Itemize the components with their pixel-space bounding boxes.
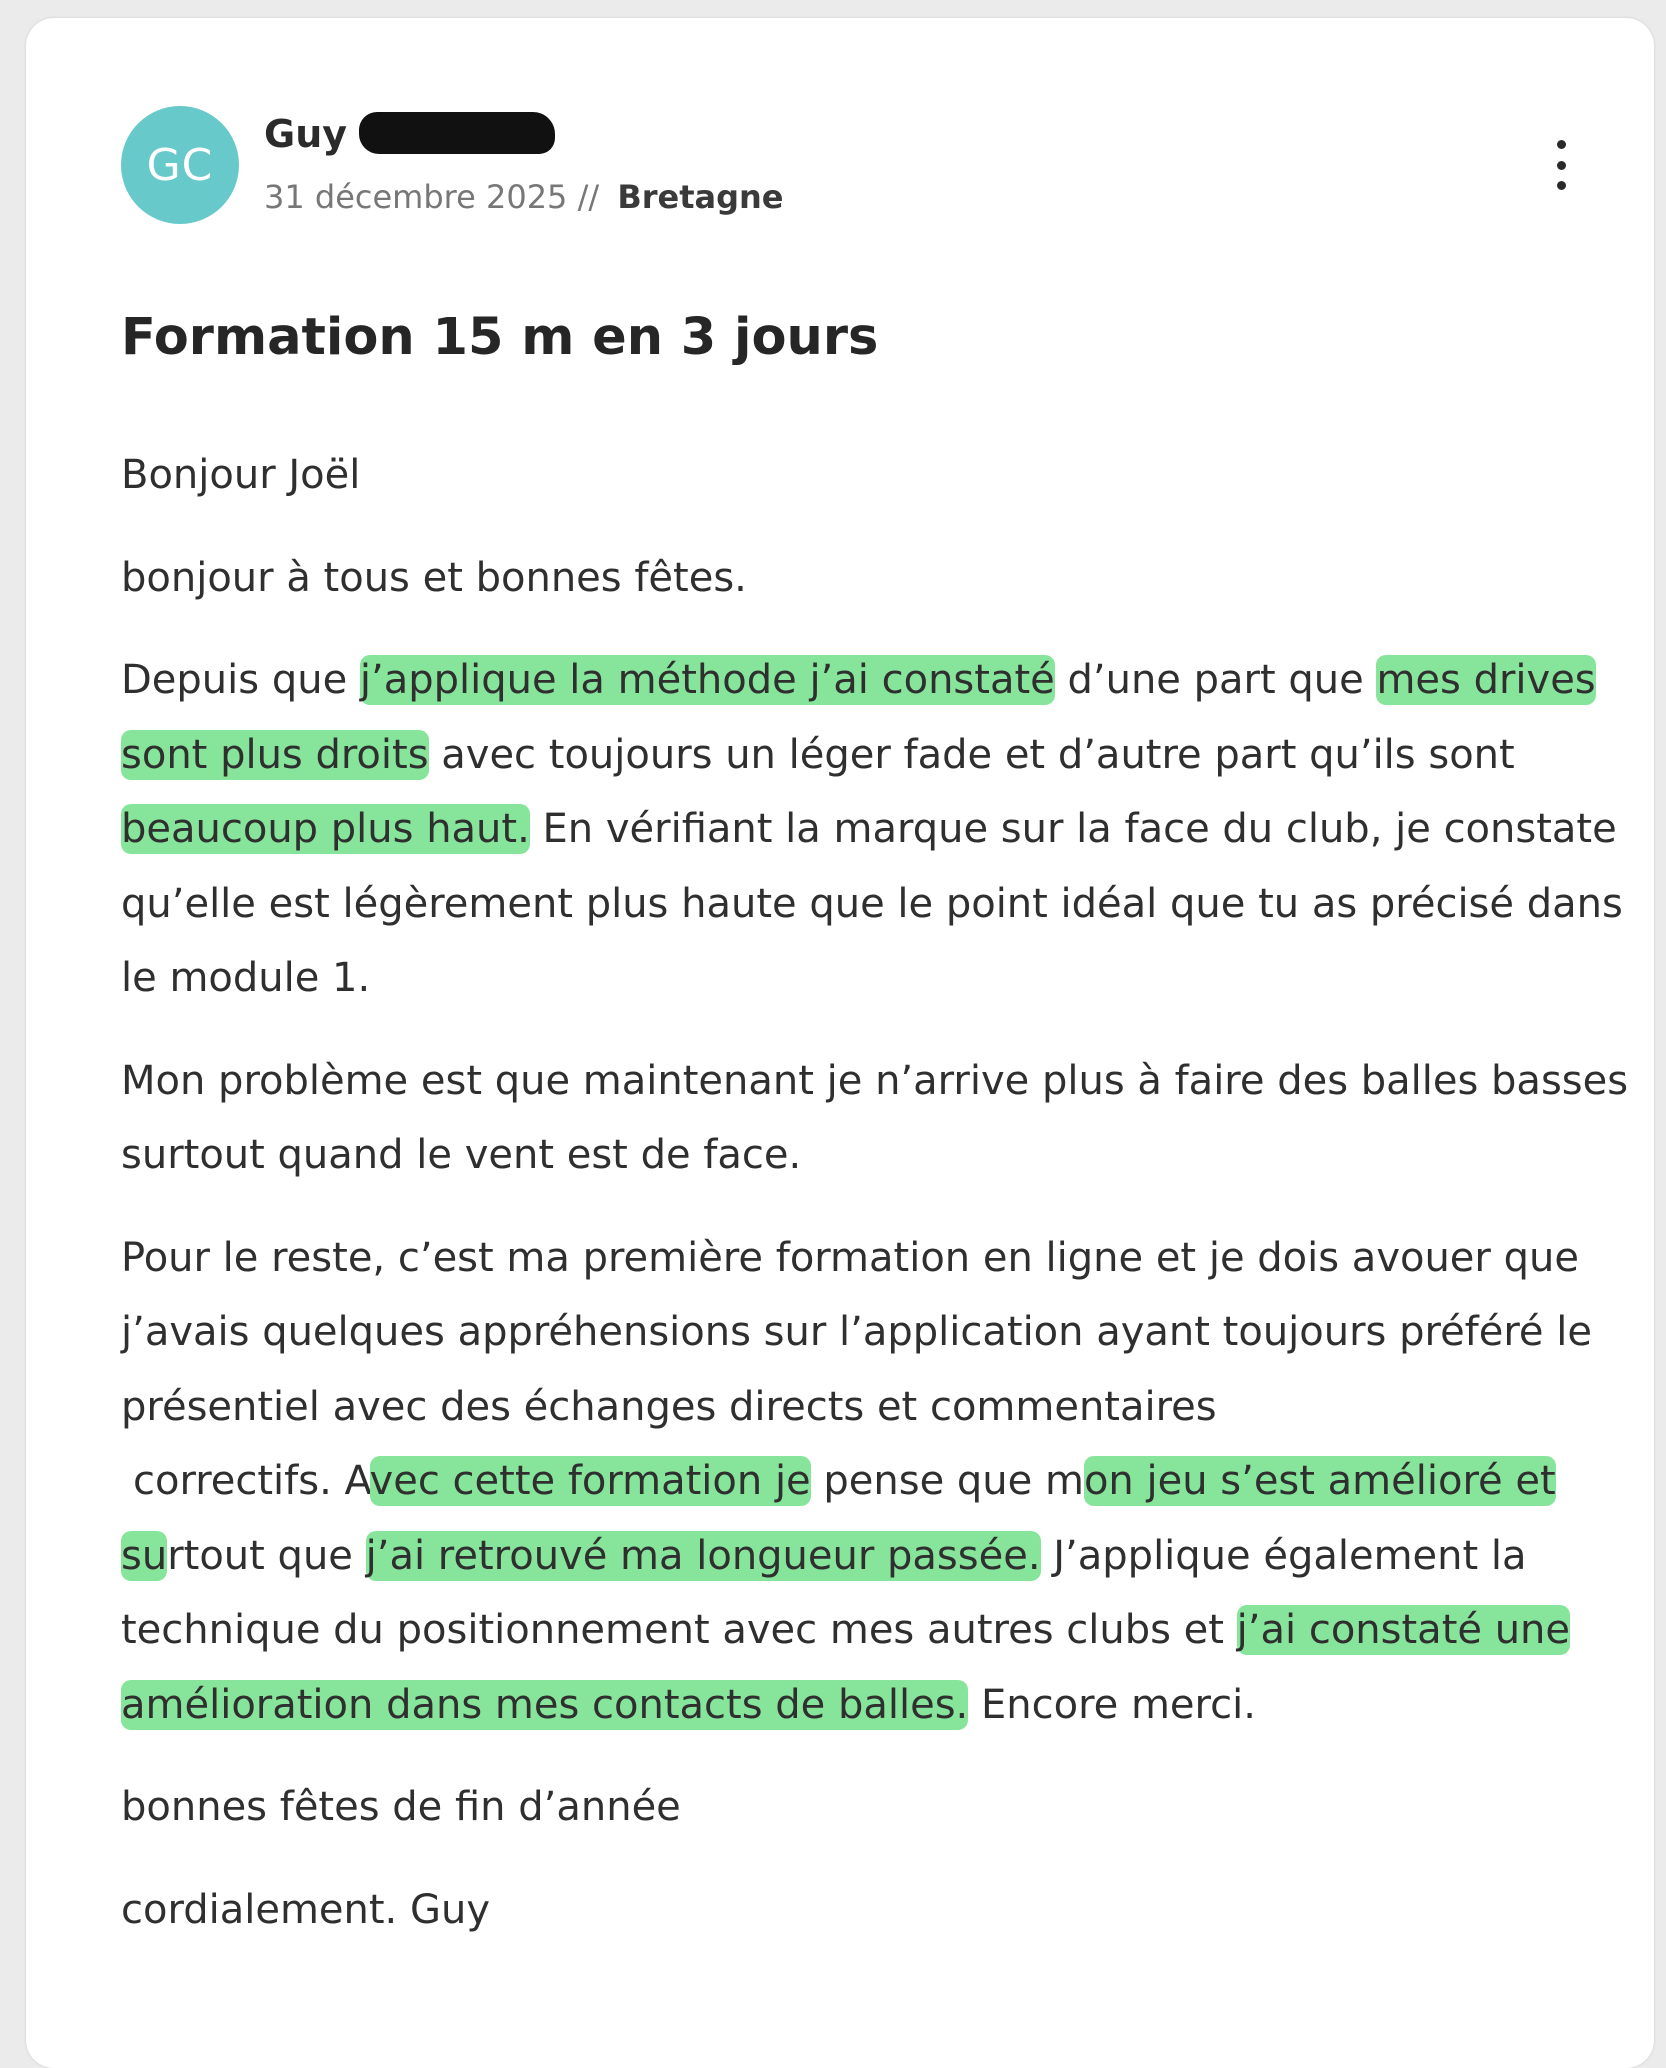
wishes-paragraph: bonjour à tous et bonnes fêtes.	[121, 554, 747, 601]
problem-paragraph: Mon problème est que maintenant je n’arrive plus à faire des balles basses surtout quand le vent est de face.	[121, 1057, 1629, 1178]
redacted-surname	[359, 112, 555, 154]
text-segment: pense que m	[810, 1458, 1084, 1504]
text-segment: J’applique également la technique du positionnement avec mes autres clubs et	[121, 1532, 1527, 1653]
post-body	[121, 438, 1641, 1975]
text-segment: rtout que	[167, 1532, 366, 1579]
avatar[interactable]: GC	[121, 106, 239, 224]
author-name[interactable]: Guy	[264, 112, 348, 156]
post-title: Formation 15 m en 3 jours	[121, 308, 879, 367]
text-segment: Pour le reste, c’est ma première formation en ligne et je dois avouer que j’avais quelques appréhensions sur l’application ayant toujours préféré le présentiel avec des échanges directs et commentaires	[121, 1234, 1592, 1430]
highlighted-text: on jeu s’est amélioré et su	[121, 1458, 1556, 1579]
text-segment: avec toujours un léger fade et d’autre part qu’ils sont	[428, 731, 1515, 778]
post-region: Bretagne	[617, 178, 784, 216]
method-paragraph	[121, 643, 1641, 1016]
text-segment: Encore merci.	[968, 1681, 1256, 1728]
closing-wishes: bonnes fêtes de fin d’année	[121, 1784, 681, 1830]
highlighted-text: mes drives sont plus droits	[121, 657, 1596, 778]
highlighted-text: beaucoup plus haut.	[121, 806, 530, 852]
text-segment: Depuis que	[121, 657, 360, 703]
highlighted-text: j’applique la méthode j’ai constaté	[359, 657, 1055, 703]
more-vertical-icon[interactable]	[1546, 140, 1576, 190]
text-segment: En vérifiant la marque sur la face du club, je constate qu’elle est légèrement plus haute que le point idéal que tu as précisé dans le module 1.	[121, 806, 1623, 1001]
feedback-paragraph	[121, 1221, 1641, 1743]
post-card	[26, 18, 1654, 2068]
greeting-paragraph: Bonjour Joël	[121, 452, 361, 498]
post-date: 31 décembre 2025	[264, 178, 568, 216]
text-segment: correctifs. A	[133, 1458, 370, 1504]
highlighted-text: j’ai constaté une amélioration dans mes contacts de balles.	[121, 1607, 1571, 1728]
signature: cordialement. Guy	[121, 1886, 491, 1933]
meta-separator: //	[577, 178, 600, 216]
post-meta	[264, 178, 783, 216]
highlighted-text: vec cette formation je	[369, 1458, 811, 1504]
text-segment: d’une part que	[1054, 657, 1377, 703]
highlighted-text: j’ai retrouvé ma longueur passée.	[365, 1532, 1041, 1579]
